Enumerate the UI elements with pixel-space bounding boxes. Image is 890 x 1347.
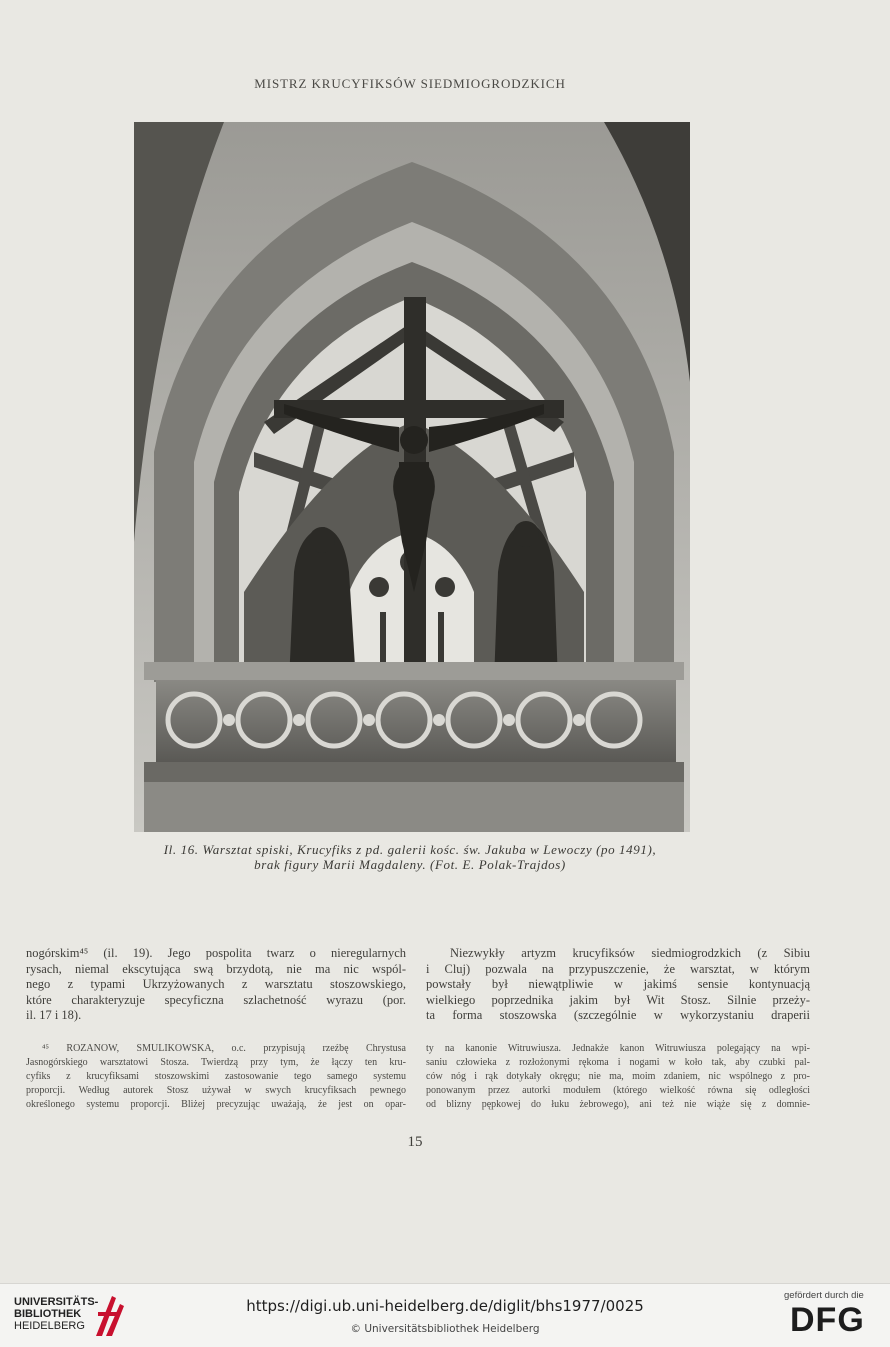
copyright-notice: © Universitätsbibliothek Heidelberg bbox=[350, 1323, 540, 1335]
footnote-line: proporcji. Według autorek Stosz używał w swych krucyfiksach pewnego bbox=[26, 1085, 406, 1096]
library-logo[interactable] bbox=[14, 1296, 134, 1340]
library-emblem-icon bbox=[92, 1292, 128, 1340]
page-number: 15 bbox=[407, 1134, 423, 1150]
body-line: wielkiego poprzednika jakim był Wit Stosz. Silnie przeży- bbox=[426, 992, 810, 1007]
footnote-line: ponowanym przez autorki modułem (którego wielkość równa się odległości bbox=[426, 1085, 810, 1096]
figure-caption bbox=[120, 842, 700, 872]
library-logo-line: BIBLIOTHEK bbox=[14, 1308, 82, 1320]
footnote-line: określonego systemu proporcji. Bliżej precyzując uważają, że jest on opar- bbox=[26, 1099, 406, 1110]
body-line: il. 17 i 18). bbox=[26, 1008, 82, 1022]
permalink-url[interactable]: https://digi.ub.uni-heidelberg.de/diglit/bhs1977/0025 bbox=[246, 1297, 644, 1315]
caption-line: Il. 16. Warsztat spiski, Krucyfiks z pd. galerii kośc. św. Jakuba w Lewoczy (po 1491), bbox=[163, 842, 657, 857]
body-line: Niezwykły artyzm krucyfiksów siedmiogrodzkich (z Sibiu bbox=[450, 946, 810, 960]
footnote-left-column bbox=[26, 1042, 406, 1112]
body-line: ta forma stoszowska (szczególnie w wykorzystaniu draperii bbox=[426, 1008, 810, 1022]
footnote-line: ców nóg i rąk dotykały okręgu; nie ma, moim zdaniem, nic wspólnego z pro- bbox=[426, 1071, 810, 1082]
footnote-line: Jasnogórskiego warsztatowi Stosza. Twierdzą przy tym, że łączy ten kru- bbox=[26, 1057, 406, 1068]
footnote-line: ⁴⁵ ROZANOW, SMULIKOWSKA, o.c. przypisują rzeźbę Chrystusa bbox=[42, 1043, 406, 1054]
body-line: które charakteryzuje specyficzna szlachetność wyrazu (por. bbox=[26, 992, 406, 1007]
body-text-right-column bbox=[426, 946, 810, 1024]
body-line: powstały był niewątpliwie w jakimś sensie kontynuacją bbox=[426, 977, 810, 991]
footnote-line: saniu człowieka z rozłożonymi rękoma i nogami w koło tak, aby czubki pal- bbox=[426, 1057, 810, 1068]
body-line: i Cluj) pozwala na przypuszczenie, że warsztat, w którym bbox=[426, 961, 810, 976]
running-head: MISTRZ KRUCYFIKSÓW SIEDMIOGRODZKICH bbox=[254, 76, 566, 91]
body-line: rysach, niemal ekscytująca swą brzydotą, nie ma nic wspól- bbox=[26, 961, 406, 976]
library-logo-line: HEIDELBERG bbox=[14, 1320, 85, 1332]
body-line: nego z typami Ukrzyżowanych z warsztatu stoszowskiego, bbox=[26, 977, 406, 991]
footnote-line: od blizny pępkowej do łuku żebrowego), ani też nie wiąże się z domnie- bbox=[426, 1099, 810, 1110]
body-text-left-column bbox=[26, 946, 406, 1024]
footnote-line: cyfiks z krucyfiksami stoszowskimi zastosowanie tego samego systemu bbox=[26, 1071, 406, 1082]
dfg-logo[interactable]: DFG bbox=[790, 1301, 865, 1339]
caption-line: brak figury Marii Magdaleny. (Fot. E. Polak-Trajdos) bbox=[254, 857, 566, 872]
library-logo-text bbox=[14, 1296, 98, 1332]
library-logo-line: UNIVERSITÄTS- bbox=[14, 1296, 99, 1308]
crucifix-photograph bbox=[134, 122, 690, 832]
body-line: nogórskim⁴⁵ (il. 19). Jego pospolita twarz o nieregularnych bbox=[26, 946, 406, 960]
footnote-line: ty na kanonie Witruwiusza. Jednakże kanon Witruwiusza polegający na wpi- bbox=[426, 1043, 810, 1054]
footnote-right-column bbox=[426, 1042, 810, 1112]
funding-label: gefördert durch die bbox=[784, 1290, 864, 1301]
